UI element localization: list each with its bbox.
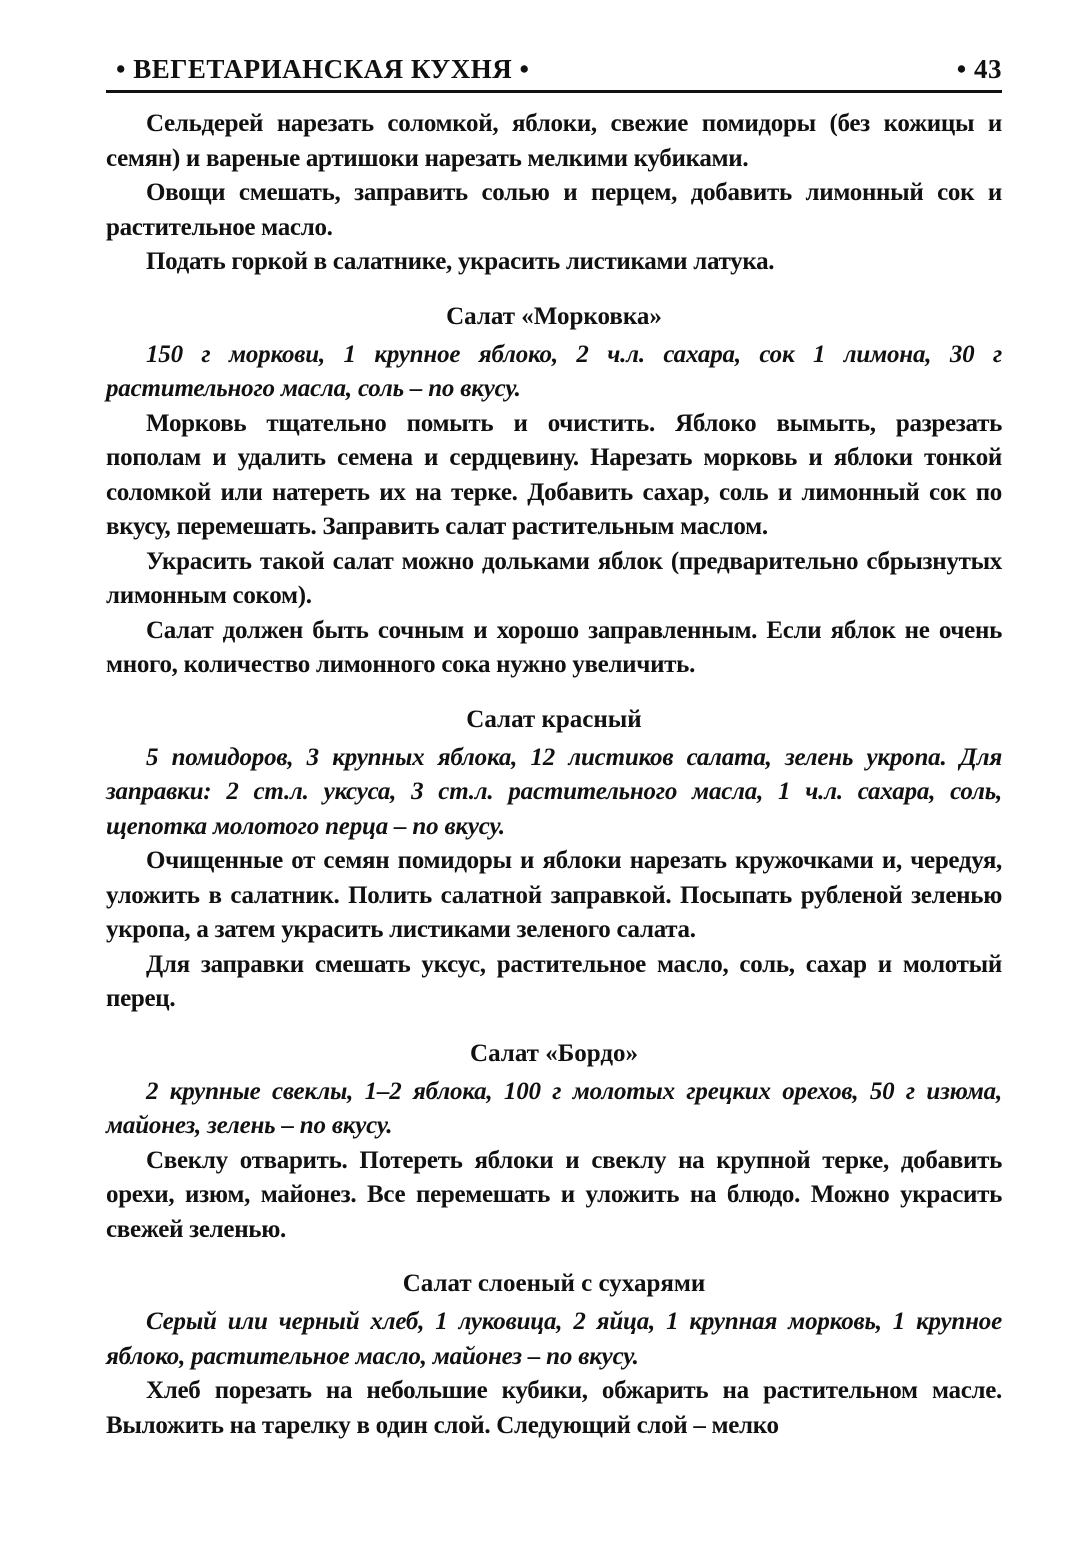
recipe-sloeny [106,1267,1002,1443]
recipe-step: Свеклу отварить. Потереть яблоки и свеклу на крупной терке, добавить орехи, изюм, майонез. Все перемешать и уложить на блюдо. Можно украсить свежей зеленью. [106,1146,1002,1243]
recipe-ingredients: Серый или черный хлеб, 1 луковица, 2 яйца, 1 крупная морковь, 1 крупное яблоко, растительное масло, майонез – по вкусу. [106,1308,1002,1370]
recipe-title: Салат слоеный с сухарями [402,1270,706,1297]
paragraph: Овощи смешать, заправить солью и перцем, добавить лимонный сок и растительное масло. [106,179,1002,241]
paragraph: Подать горкой в салатнике, украсить листиками латука. [146,248,775,275]
recipe-title: Салат «Бордо» [470,1039,638,1067]
chapter-title: • ВЕГЕТАРИАНСКАЯ КУХНЯ • [116,54,530,84]
recipe-morkovka [106,300,1002,683]
recipe-step: Салат должен быть сочным и хорошо заправленным. Если яблок не очень много, количество лимонного сока нужно увеличить. [106,616,1002,678]
paragraph: Сельдерей нарезать соломкой, яблоки, свежие помидоры (без кожицы и семян) и вареные артишоки нарезать мелкими кубиками. [106,110,1002,172]
recipe-step: Хлеб порезать на небольшие кубики, обжарить на растительном масле. Выложить на тарелку в один слой. Следующий слой – мелко [106,1377,1002,1439]
recipe-ingredients: 5 помидоров, 3 крупных яблока, 12 листиков салата, зелень укропа. Для заправки: 2 ст.л. уксуса, 3 ст.л. растительного масла, 1 ч.л. сахара, соль, щепотка молотого перца – по вкусу. [106,743,1002,840]
body-text [106,107,1002,1443]
recipe-ingredients: 150 г моркови, 1 крупное яблоко, 2 ч.л. сахара, сок 1 лимона, 30 г растительного масла, соль – по вкусу. [106,340,1002,402]
recipe-title: Салат «Морковка» [446,302,662,330]
recipe-title: Салат красный [466,705,642,733]
recipe-step: Очищенные от семян помидоры и яблоки нарезать кружочками и, чередуя, уложить в салатник. Полить салатной заправкой. Посыпать рубленой зеленью укропа, а затем украсить листиками зеленого салата. [106,847,1002,943]
recipe-krasny [106,703,1002,1017]
recipe-step: Украсить такой салат можно дольками яблок (предварительно сбрызнутых лимонным соком). [106,547,1002,609]
recipe-ingredients: 2 крупные свеклы, 1–2 яблока, 100 г молотых грецких орехов, 50 г изюма, майонез, зелень – по вкусу. [106,1077,1002,1139]
running-header [106,52,1002,93]
page-number: • 43 [956,54,1002,84]
book-page [106,52,1002,1443]
recipe-step: Морковь тщательно помыть и очистить. Яблоко вымыть, разрезать пополам и удалить семена и сердцевину. Нарезать морковь и яблоки тонкой соломкой или натереть их на терке. Добавить сахар, соль и лимонный сок по вкусу, перемешать. Заправить салат растительным маслом. [106,409,1002,540]
intro-section [106,107,1002,280]
recipe-bordo [106,1037,1002,1248]
recipe-step: Для заправки смешать уксус, растительное масло, соль, сахар и молотый перец. [106,950,1002,1012]
